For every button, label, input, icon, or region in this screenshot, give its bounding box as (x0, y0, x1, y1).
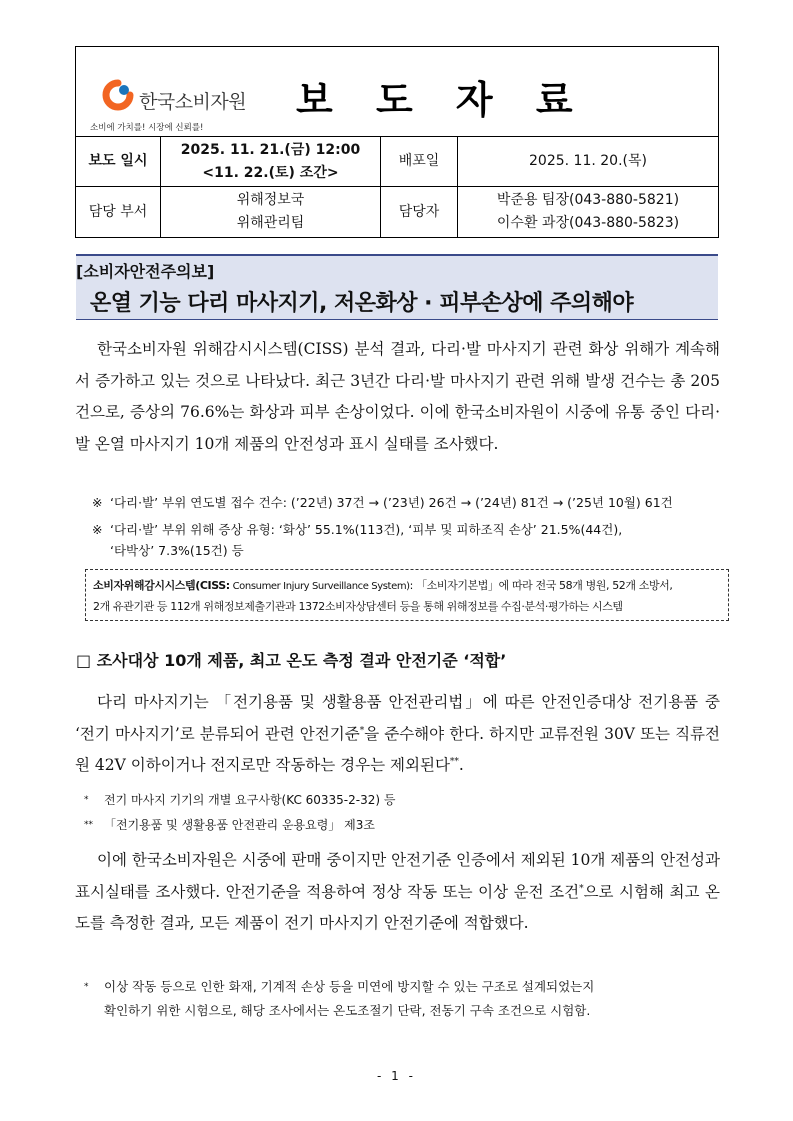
paragraph-1-part-c: . (458, 756, 464, 774)
intro-paragraph: 한국소비자원 위해감시시스템(CISS) 분석 결과, 다리·발 마사지기 관련 화상 위해가 계속해서 증가하고 있는 것으로 나타났다. 최근 3년간 다리·발 마사지기 관련 위해 발생 건수는 총 205건으로, 증상의 76.6%는 화상과 피부 손상이었다. 이에 한국소비자원이 시중에 유통 중인 다리·발 온열 마사지기 10개 제품의 안전성과 표시 실태를 조사했다. (75, 340, 720, 453)
footnote-ref-2: ** (449, 756, 459, 767)
footnote-text-line-1: 이상 작동 등으로 인한 화재, 기계적 손상 등을 미연에 방지할 수 있는 구조로 설계되었는지 (104, 979, 595, 994)
release-date-row (76, 137, 718, 187)
footnote-text: 전기 마사지 기기의 개별 요구사항(KC 60335-2-32) 등 (104, 793, 396, 807)
contact-label: 담당자 (381, 187, 458, 237)
ciss-line-2: 2개 유관기관 등 112개 위해정보제출기관과 1372소비자상담센터 등을 통해 위해정보를 수집·분석·평가하는 시스템 (93, 600, 623, 613)
department-bureau: 위해정보국 (236, 192, 305, 208)
department-team: 위해관리팀 (236, 215, 305, 231)
footnote-3 (84, 975, 594, 1023)
ciss-line-1 (93, 576, 721, 597)
release-datetime: 2025. 11. 21.(금) 12:00 (180, 141, 361, 158)
section-paragraph-2 (75, 845, 720, 940)
footnote-mark: * (84, 795, 89, 805)
headline-banner (76, 254, 718, 320)
headline: 온열 기능 다리 마사지기, 저온화상 · 피부손상에 주의해야 (90, 291, 634, 316)
note-symptom-types (92, 519, 722, 561)
header-table (75, 46, 719, 238)
paragraph-2-part-b: 으로 시험해 최고 온도를 측정한 결과, 모든 제품이 전기 마사지기 안전기준에 적합했다. (75, 882, 720, 932)
note-text: ‘다리·발’ 부위 위해 증상 유형: ‘화상’ 55.1%(113건), ‘피부 및 피하조직 손상’ 21.5%(44건), (110, 522, 623, 537)
paragraph-1-part-a: 다리 마사지기는 「전기용품 및 생활용품 안전관리법」에 따른 안전인증대상 전기용품 중 ‘전기 마사지기’로 분류되어 관련 안전기준 (75, 693, 720, 743)
footnote-1 (84, 790, 395, 810)
footnote-ref-3: * (579, 883, 584, 894)
note-mark: ※ (92, 495, 103, 510)
note-text: ‘다리·발’ 부위 연도별 접수 건수: (’22년) 37건 → (’23년) 26건 → (’24년) 81건 → (’25년 10월) 61건 (110, 495, 673, 510)
ciss-english: Consumer Injury Surveillance System) (229, 581, 410, 592)
footnote-mark: * (84, 982, 89, 992)
ciss-line-1-rest: : 「소비자기본법」에 따라 전국 58개 병원, 52개 소방서, (409, 579, 673, 592)
department-row (76, 187, 718, 237)
note-yearly-counts (92, 492, 722, 513)
category-tag: [소비자안전주의보] (76, 262, 215, 281)
release-date-label: 보도 일시 (76, 137, 161, 186)
footnote-text: 「전기용품 및 생활용품 안전관리 운용요령」 제3조 (104, 818, 375, 832)
contact-person-2: 이수환 과장(043-880-5823) (496, 215, 680, 231)
org-name: 한국소비자원 (139, 91, 247, 113)
release-edition: <11. 22.(토) 조간> (202, 164, 339, 181)
press-release-title: 보 도 자 료 (296, 78, 588, 122)
kca-logo-icon (102, 79, 134, 111)
paragraph-2-part-a: 이에 한국소비자원은 시중에 판매 중이지만 안전기준 인증에서 제외된 10개 제품의 안전성과 표시실태를 조사했다. 안전기준을 적용하여 정상 작동 또는 이상 운전 조건 (75, 851, 720, 901)
department-value (161, 187, 381, 237)
note-mark: ※ (92, 522, 103, 537)
footnote-mark: ** (84, 820, 93, 830)
contact-value (458, 187, 718, 237)
footnote-text-line-2: 확인하기 위한 시험으로, 해당 조사에서는 온도조절기 단락, 전동기 구속 조건으로 시험함. (104, 1003, 591, 1018)
footnote-ref-1: * (359, 725, 365, 736)
section-heading: □ 조사대상 10개 제품, 최고 온도 측정 결과 안전기준 ‘적합’ (76, 651, 507, 670)
footnote-2 (84, 815, 375, 835)
distribution-date-value: 2025. 11. 20.(목) (529, 153, 647, 169)
department-label: 담당 부서 (76, 187, 161, 237)
header-banner (76, 47, 718, 137)
distribution-date-label: 배포일 (381, 137, 458, 186)
ciss-definition-box (85, 569, 729, 621)
note-text-continued: ‘타박상’ 7.3%(15건) 등 (110, 543, 244, 558)
org-slogan: 소비에 가치를! 시장에 신뢰를! (90, 123, 204, 133)
contact-person-1: 박준용 팀장(043-880-5821) (496, 192, 680, 208)
section-paragraph-1 (75, 687, 720, 782)
release-date-value (161, 137, 381, 186)
page-number: - 1 - (377, 1069, 416, 1083)
ciss-term: 소비자위해감시시스템(CISS: (93, 579, 230, 592)
paragraph-1-part-b: 을 준수해야 한다. 하지만 교류전원 30V 또는 직류전원 42V 이하이거나 전지로만 작동하는 경우는 제외된다 (75, 724, 721, 774)
